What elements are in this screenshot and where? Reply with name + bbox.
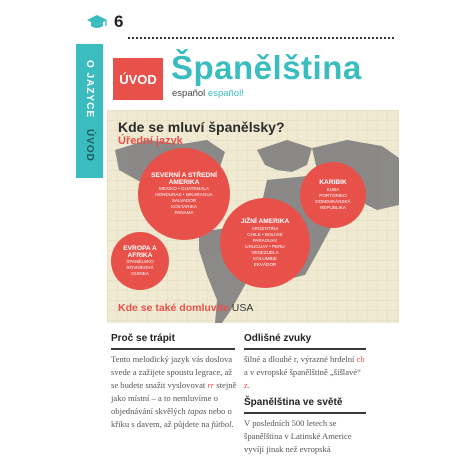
left-column-rule: [111, 348, 235, 350]
map-footer-value: USA: [231, 302, 254, 314]
right-column-heading-sounds: Odlišné zvuky: [244, 333, 312, 344]
region-country: ROVNÍKOVÁ: [126, 265, 154, 271]
term-z: z: [244, 380, 248, 390]
region-country: GUINEA: [131, 271, 149, 277]
term-futbol: fútbol: [211, 419, 232, 429]
world-text: V posledních 500 letech se španělština v Latinské Americe vyvíjí jinak než evropská: [244, 418, 352, 454]
left-text-part: Tento melodický jazyk vás doslova svede a zažijete spoustu legrace, až se budete snažit vyslovovat: [111, 354, 233, 390]
region-country: VENEZUELA: [251, 249, 279, 255]
term-rr: rr: [207, 380, 215, 390]
intro-badge: ÚVOD: [113, 58, 163, 100]
region-country: HONDURAS • NIKARAGUA: [155, 192, 213, 198]
region-country: REPUBLIKA: [320, 204, 346, 210]
left-text-part: .: [231, 419, 234, 429]
region-country: SALVADOR: [171, 198, 197, 204]
region-country: ŠPANĚLSKO: [126, 259, 154, 265]
region-country: URUGUAY • PERU: [245, 243, 285, 249]
region-country: MEXIKO • GUATEMALA: [158, 186, 210, 192]
region-title: JIŽNÍ AMERIKA: [240, 218, 290, 226]
sounds-text-part: šilné a dlouhé r, výrazné hrdelní: [244, 354, 355, 364]
region-bubble-europe-africa: [111, 232, 169, 290]
region-bubble-north-central-america: [138, 148, 230, 240]
page-number: 6: [114, 12, 124, 31]
map-footer-label: Kde se také domluvíte: [118, 302, 229, 314]
left-column-text: [111, 353, 237, 431]
side-tab-sublabel: ÚVOD: [84, 129, 95, 163]
region-bubble-south-america: [220, 198, 310, 288]
left-text-part: nebo o křiku s davem, až půjdete na: [111, 406, 232, 429]
page-subtitle: [172, 88, 244, 99]
region-title: SEVERNÍ A STŘEDNÍ AMERIKA: [151, 171, 217, 186]
side-tab-label: O JAZYCE: [84, 59, 95, 118]
region-country: CHILE • BOLÍVIE: [247, 231, 283, 237]
section-side-tab[interactable]: [76, 44, 103, 178]
region-country: KUBA: [326, 186, 340, 192]
page-title: Španělština: [171, 49, 362, 86]
region-country: PORTORIKO: [319, 192, 347, 198]
map-heading: Kde se mluví španělsky?: [118, 119, 285, 135]
header-divider: [128, 37, 394, 39]
map-subheading: Úřední jazyk: [118, 135, 183, 147]
region-country: EKVÁDOR: [253, 261, 277, 267]
region-country: PARAGUAY: [252, 237, 278, 243]
left-column-heading: Proč se trápit: [111, 333, 175, 344]
region-country: ARGENTINA: [251, 225, 279, 231]
left-text-part: stejně jako místní – a to nemluvíme o objednávání skvělých: [111, 380, 237, 416]
region-country: KOSTARIKA: [171, 204, 197, 210]
region-country: PANAMA: [174, 210, 194, 216]
subtitle-plain: español: [172, 88, 206, 99]
right-column-rule-2: [244, 412, 366, 414]
sounds-text-part: a v evropské španělštině „šišlavé“: [244, 367, 361, 377]
region-country: DOMINIKÁNSKÁ: [315, 198, 351, 204]
region-title: EVROPA A AFRIKA: [123, 244, 157, 259]
right-column-rule-1: [244, 348, 366, 350]
graduation-cap-icon: [86, 14, 108, 30]
region-country: KOLUMBIE: [253, 255, 277, 261]
region-bubble-caribbean: [300, 162, 366, 228]
sounds-text-part: .: [247, 380, 250, 390]
map-footer: [118, 302, 253, 314]
term-tapas: tapas: [187, 406, 207, 416]
page-header: [86, 10, 123, 34]
region-title: KARIBIK: [319, 179, 347, 187]
term-ch: ch: [356, 354, 365, 364]
subtitle-accent: español!: [207, 88, 244, 99]
right-column-heading-world: Španělština ve světě: [244, 397, 343, 408]
sounds-text: [244, 353, 368, 392]
